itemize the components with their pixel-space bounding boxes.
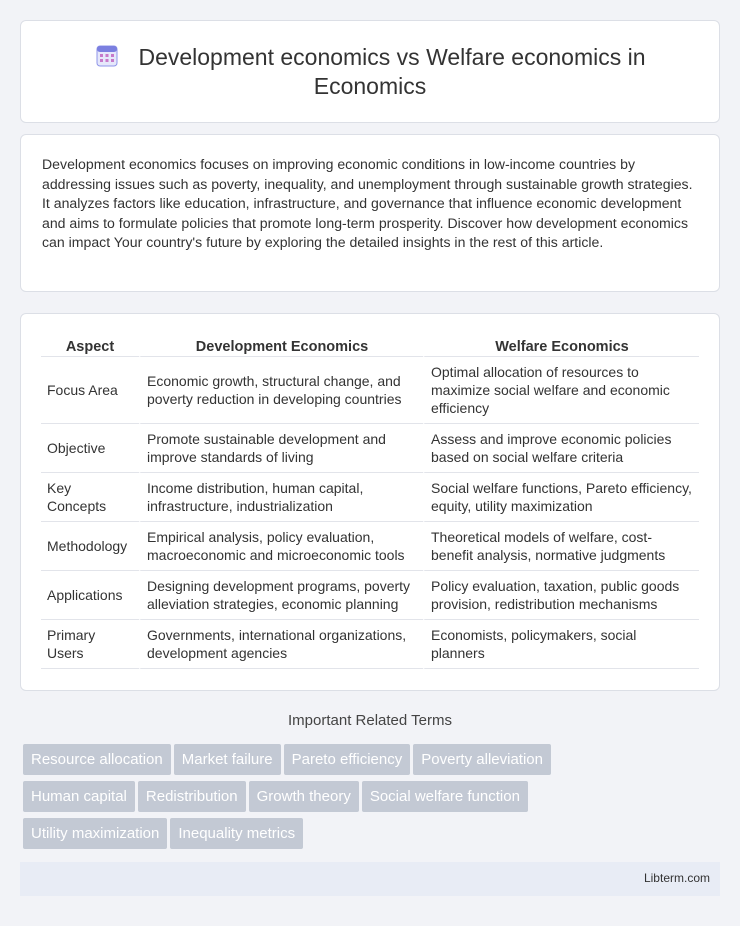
tag-row: [23, 818, 723, 855]
cell-welfare: Policy evaluation, taxation, public goods provision, redistribution mechanisms: [423, 571, 699, 620]
cell-development: Designing development programs, poverty alleviation strategies, economic planning: [139, 571, 423, 620]
cell-welfare: Social welfare functions, Pareto efficiency, equity, utility maximization: [423, 473, 699, 522]
related-terms-list: [23, 744, 723, 855]
tag-row: [23, 744, 723, 781]
cell-welfare: Theoretical models of welfare, cost-benefit analysis, normative judgments: [423, 522, 699, 571]
tag-human-capital[interactable]: Human capital: [23, 781, 135, 812]
cell-aspect: Primary Users: [41, 620, 139, 669]
header-development: Development Economics: [139, 335, 423, 357]
title-line-2: Economics: [313, 73, 427, 99]
tag-redistribution[interactable]: Redistribution: [138, 781, 246, 812]
cell-welfare: Economists, policymakers, social planners: [423, 620, 699, 669]
tag-utility-maximization[interactable]: Utility maximization: [23, 818, 167, 849]
footer: [20, 862, 720, 896]
cell-welfare: Assess and improve economic policies based on social welfare criteria: [423, 424, 699, 473]
table-row: [41, 357, 699, 424]
cell-aspect: Focus Area: [41, 357, 139, 424]
tag-resource-allocation[interactable]: Resource allocation: [23, 744, 171, 775]
cell-development: Income distribution, human capital, infrastructure, industrialization: [139, 473, 423, 522]
cell-development: Empirical analysis, policy evaluation, macroeconomic and microeconomic tools: [139, 522, 423, 571]
cell-development: Economic growth, structural change, and poverty reduction in developing countries: [139, 357, 423, 424]
tag-poverty-alleviation[interactable]: Poverty alleviation: [413, 744, 551, 775]
page-title: [21, 43, 719, 101]
cell-aspect: Methodology: [41, 522, 139, 571]
table-row: [41, 620, 699, 669]
table-row: [41, 522, 699, 571]
tag-inequality-metrics[interactable]: Inequality metrics: [170, 818, 303, 849]
calendar-grid-icon: [94, 43, 120, 69]
cell-aspect: Objective: [41, 424, 139, 473]
table-row: [41, 473, 699, 522]
header-card: [20, 20, 720, 123]
intro-card: [20, 134, 720, 292]
tag-social-welfare-function[interactable]: Social welfare function: [362, 781, 528, 812]
comparison-table: [41, 335, 699, 669]
cell-aspect: Applications: [41, 571, 139, 620]
cell-development: Promote sustainable development and improve standards of living: [139, 424, 423, 473]
header-welfare: Welfare Economics: [423, 335, 699, 357]
table-row: [41, 571, 699, 620]
table-header-row: [41, 335, 699, 357]
cell-aspect: Key Concepts: [41, 473, 139, 522]
footer-site-link[interactable]: Libterm.com: [643, 871, 710, 885]
tag-growth-theory[interactable]: Growth theory: [249, 781, 359, 812]
title-line-1: Development economics vs Welfare economics in: [138, 44, 646, 70]
cell-development: Governments, international organizations, development agencies: [139, 620, 423, 669]
intro-text: Development economics focuses on improving economic conditions in low-income countries by addressing issues such as poverty, inequality, and unemployment through sustainable growth strategies. It analyzes factors like education, infrastructure, and governance that influence economic development and aims to formulate policies that promote long-term prosperity. Discover how development economics can impact Your country's future by exploring the detailed insights in the rest of this article.: [42, 156, 693, 251]
tag-row: [23, 781, 723, 818]
header-aspect: Aspect: [41, 335, 139, 357]
table-row: [41, 424, 699, 473]
comparison-card: [20, 313, 720, 691]
cell-welfare: Optimal allocation of resources to maximize social welfare and economic efficiency: [423, 357, 699, 424]
tag-pareto-efficiency[interactable]: Pareto efficiency: [284, 744, 411, 775]
tag-market-failure[interactable]: Market failure: [174, 744, 281, 775]
related-terms-title: Important Related Terms: [288, 712, 452, 729]
